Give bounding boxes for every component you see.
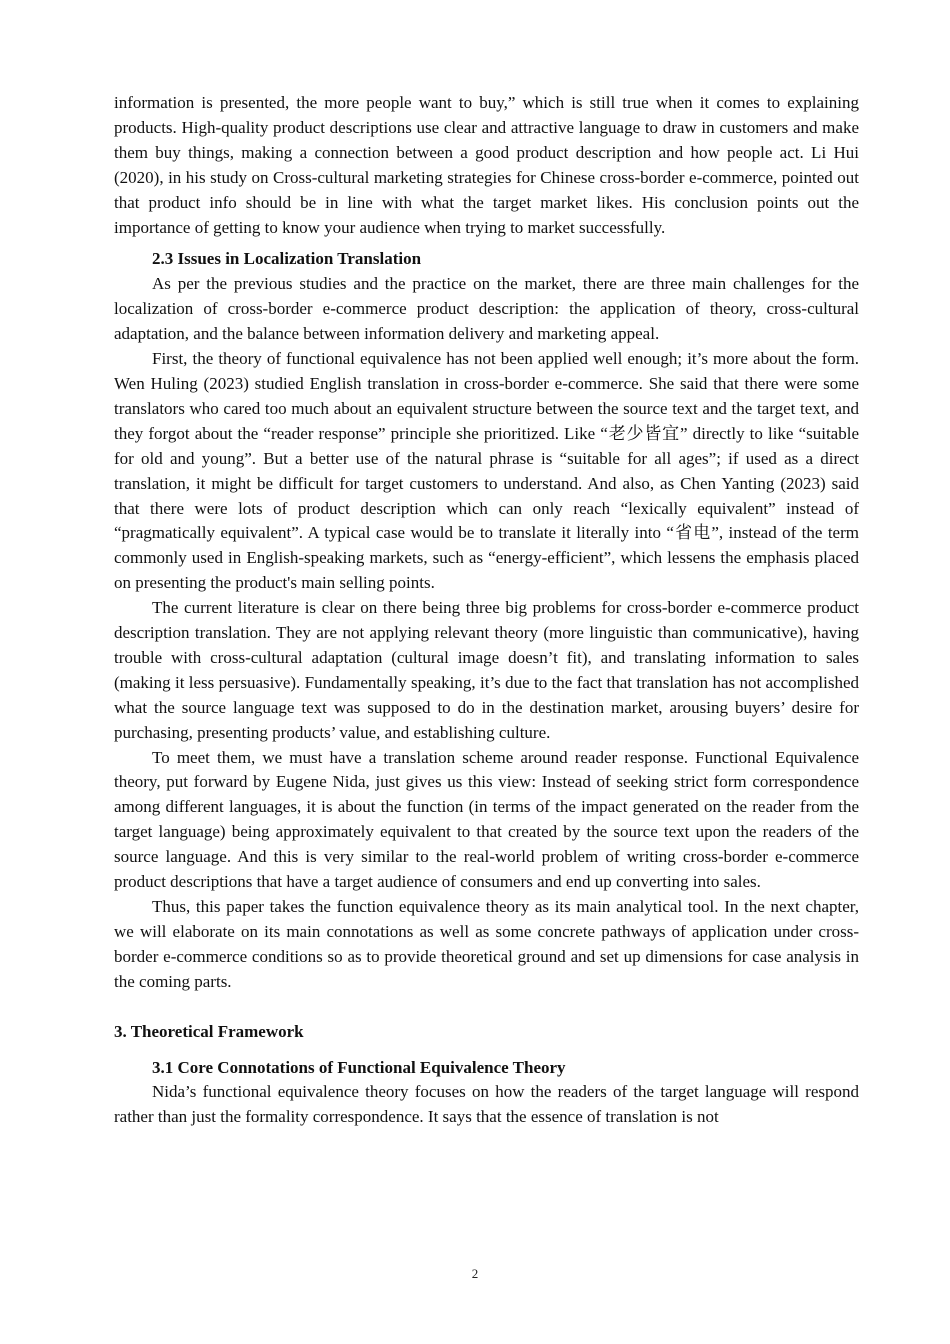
page-number: 2 <box>471 1266 479 1281</box>
paragraph: The current literature is clear on there being three big problems for cross-border e-commerce product description translation. They are not applying relevant theory (more linguistic than communicative), having trouble with cross-cultural adaptation (cultural image doesn’t fit), and translating information to sales (making it less persuasive). Fundamentally speaking, it’s due to the fact that translation has not accomplished what the source language text was supposed to do in the destination market, arousing buyers’ desire for purchasing, presenting products’ value, and establishing culture. <box>114 598 859 742</box>
section-heading-3-1: 3.1 Core Connotations of Functional Equivalence Theory <box>152 1057 566 1077</box>
page-body <box>114 91 859 1130</box>
paragraph: Thus, this paper takes the function equivalence theory as its main analytical tool. In the next chapter, we will elaborate on its main connotations as well as some concrete pathways of application under cross-border e-commerce conditions so as to provide theoretical ground and set up dimensions for case analysis in the coming parts. <box>114 897 859 991</box>
paragraph: information is presented, the more people want to buy,” which is still true when it comes to explaining products. High-quality product descriptions use clear and attractive language to draw in customers and make them buy things, making a connection between a good product description and how people act. Li Hui (2020), in his study on Cross-cultural marketing strategies for Chinese cross-border e-commerce, pointed out that product info should be in line with what the target market likes. His conclusion points out the importance of getting to know your audience when trying to market successfully. <box>114 93 859 237</box>
paragraph: First, the theory of functional equivalence has not been applied well enough; it’s more about the form. Wen Huling (2023) studied English translation in cross-border e-commerce. She said that there were some translators who cared too much about an equivalent structure between the source text and the target text, and they forgot about the “reader response” principle she prioritized. Like “老少皆宜” directly to like “suitable for old and young”. But a better use of the natural phrase is “suitable for all ages”; if used as a direct translation, it might be difficult for target customers to understand. And also, as Chen Yanting (2023) said that there were lots of product description which can only reach “lexically equivalent” instead of “pragmatically equivalent”. A typical case would be to translate it literally into “省电”, instead of the term commonly used in English-speaking markets, such as “energy-efficient”, which lessens the emphasis placed on presenting the product's main selling points. <box>114 349 859 593</box>
section-heading-2-3: 2.3 Issues in Localization Translation <box>152 249 422 269</box>
section-heading-3: 3. Theoretical Framework <box>114 1021 304 1041</box>
paragraph: Nida’s functional equivalence theory focuses on how the readers of the target language will respond rather than just the formality correspondence. It says that the essence of translation is not <box>114 1082 859 1127</box>
paragraph: To meet them, we must have a translation scheme around reader response. Functional Equivalence theory, put forward by Eugene Nida, just gives us this view: Instead of seeking strict form correspondence among different languages, it is about the function (in terms of the impact generated on the reader from the target language) being approximately equivalent to that created by the source text upon the readers of the source language. And this is very similar to the real-world problem of writing cross-border e-commerce product descriptions that have a target audience of consumers and end up converting into sales. <box>114 747 859 892</box>
paragraph: As per the previous studies and the practice on the market, there are three main challenges for the localization of cross-border e-commerce product description: the application of theory, cross-cultural adaptation, and the balance between information delivery and marketing appeal. <box>114 274 859 344</box>
